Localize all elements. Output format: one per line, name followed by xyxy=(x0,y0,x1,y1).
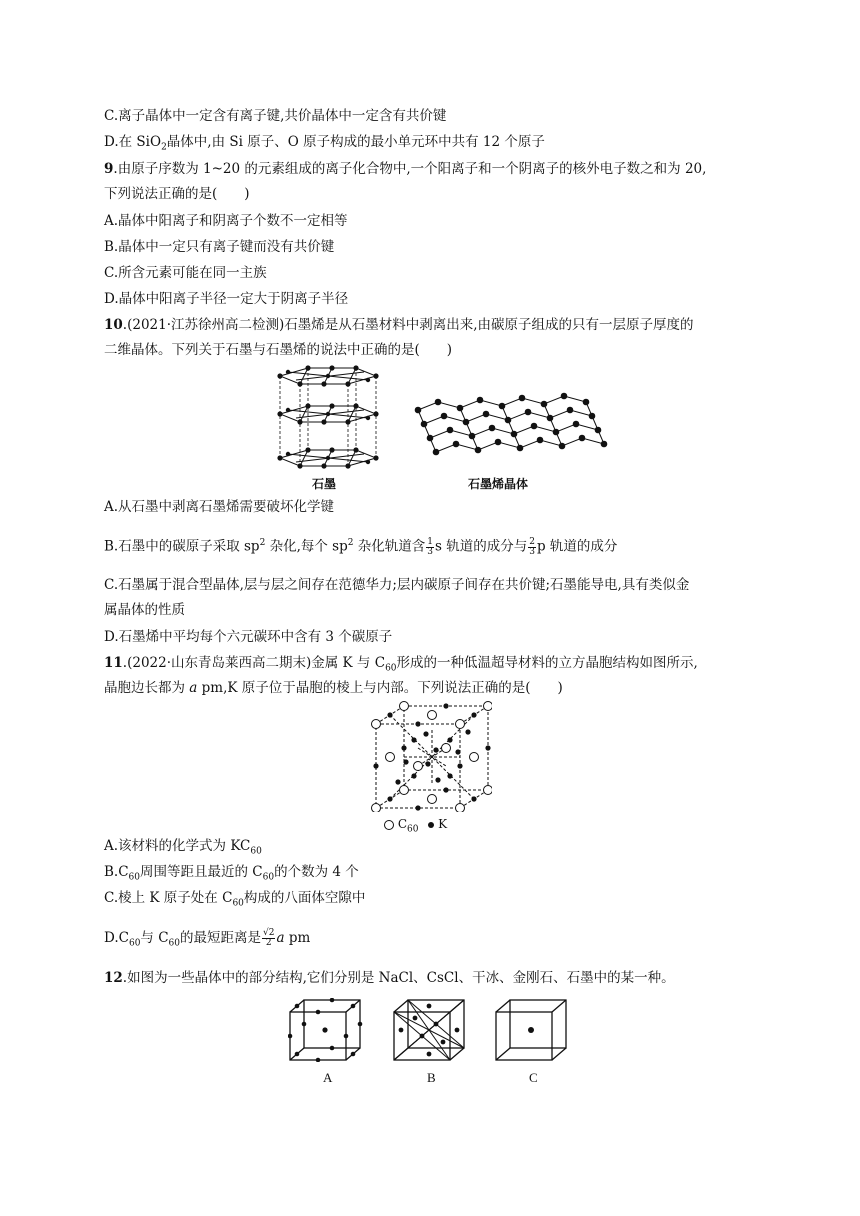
q10-option-b: B.石墨中的碳原子采取 $sp^2$ 杂化,每个 $sp^2$ 杂化轨道含 $\frac{1}{3}$ s 轨道的成分与 $\frac{2}{3}$ p 轨道的成分 xyxy=(104,536,618,557)
q11-option-a: A.该材料的化学式为 $KC_{60}$ xyxy=(104,838,262,857)
unit-cell-legend: $C_{60}$ K xyxy=(384,817,447,834)
cube-c-label: C xyxy=(529,1070,538,1085)
q11-stem-line1: 11.(2022·山东青岛莱西高二期末)金属 K 与 $C_{60}$形成的一种低温超导材料的立方晶胞结构如图所示, xyxy=(104,655,698,674)
graphene-figure xyxy=(410,392,610,462)
q11-option-c: C.棱上 K 原子处在 $C_{60}$构成的八面体空隙中 xyxy=(104,890,366,909)
graphite-label: 石墨 xyxy=(312,477,337,491)
q9-stem-line1: 9.由原子序数为 1~20 的元素组成的离子化合物中,一个阳离子和一个阴离子的核外电子数之和为 20, xyxy=(104,161,707,177)
cube-b-figure xyxy=(392,998,472,1062)
q9-stem-line2: 下列说法正确的是( ) xyxy=(104,186,250,202)
q8-option-d: D.在 SiO$_2$晶体中,由 Si 原子、O 原子构成的最小单元环中共有 12 个原子 xyxy=(104,134,545,153)
cube-a-label: A xyxy=(323,1070,333,1085)
q11-stem-line2: 晶胞边长都为 a pm,K 原子位于晶胞的棱上与内部。下列说法正确的是( ) xyxy=(104,680,563,696)
q9-option-b: B.晶体中一定只有离子键而没有共价键 xyxy=(104,239,335,255)
q8-option-c: C.离子晶体中一定含有离子键,共价晶体中一定含有共价键 xyxy=(104,108,447,124)
q9-option-a: A.晶体中阳离子和阴离子个数不一定相等 xyxy=(104,213,348,229)
fraction-one-third: $\frac{1}{3}$ xyxy=(427,536,434,557)
q11-option-b: $B.C_{60}$周围等距且最近的 $C_{60}$的个数为 4 个 xyxy=(104,864,359,883)
filled-dot-icon xyxy=(428,822,434,828)
q9-option-c: C.所含元素可能在同一主族 xyxy=(104,265,267,281)
graphene-label: 石墨烯晶体 xyxy=(468,477,529,491)
q9-option-d: D.晶体中阳离子半径一定大于阴离子半径 xyxy=(104,291,349,307)
q10-stem-line2: 二维晶体。下列关于石墨与石墨烯的说法中正确的是( ) xyxy=(104,342,453,358)
q10-option-a: A.从石墨中剥离石墨烯需要破坏化学键 xyxy=(104,499,335,515)
q10-option-c-line1: C.石墨属于混合型晶体,层与层之间存在范德华力;层内碳原子间存在共价键;石墨能导电,具有类似金 xyxy=(104,577,690,593)
fraction-root2-over-2: $\frac{√2}{2}$ xyxy=(263,928,275,948)
open-circle-icon xyxy=(384,820,394,830)
fraction-two-thirds: $\frac{2}{3}$ xyxy=(529,536,535,557)
cube-a-figure xyxy=(288,998,368,1062)
cube-b-label: B xyxy=(427,1070,436,1085)
graphite-figure xyxy=(268,362,388,492)
q12-stem: 12.如图为一些晶体中的部分结构,它们分别是 NaCl、CsCl、干冰、金刚石、石墨中的某一种。 xyxy=(104,970,675,986)
k-c60-unit-cell-figure xyxy=(368,700,492,812)
q10-stem-line1: 10.(2021·江苏徐州高二检测)石墨烯是从石墨材料中剥离出来,由碳原子组成的只有一层原子厚度的 xyxy=(104,317,694,333)
q10-option-c-line2: 属晶体的性质 xyxy=(104,602,185,618)
q10-option-d: D.石墨烯中平均每个六元碳环中含有 3 个碳原子 xyxy=(104,629,393,645)
q11-option-d: $D.C_{60}$与 $C_{60}$的最短距离是 $\frac{√2}{2}$ a pm xyxy=(104,928,311,949)
cube-c-figure xyxy=(494,998,574,1062)
